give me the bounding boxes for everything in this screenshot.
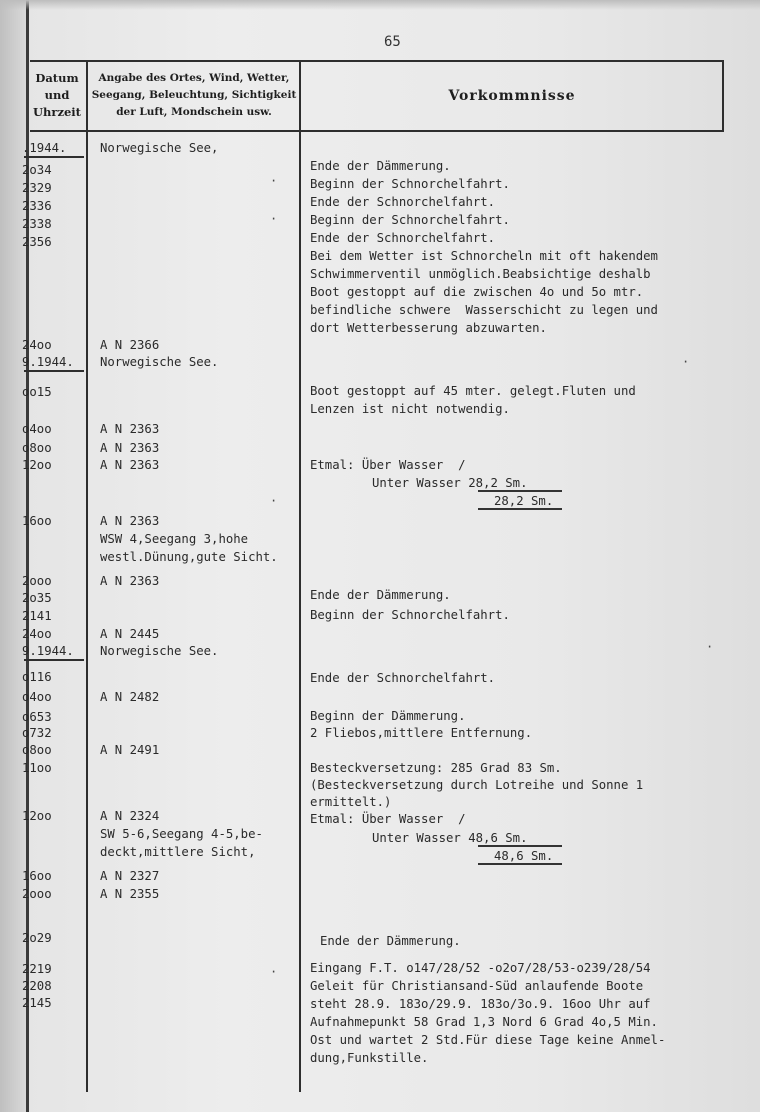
event-line: Ost und wartet 2 Std.Für diese Tage keine Anmel- [310, 1033, 666, 1047]
event-line: Lenzen ist nicht notwendig. [310, 402, 510, 416]
time-cell: 2ooo [22, 574, 52, 588]
time-cell: 24oo [22, 627, 52, 641]
location-cell: A N 2327 [100, 869, 160, 883]
date-underline [24, 370, 84, 372]
dot-mark: · [270, 965, 278, 979]
time-cell: o4oo [22, 422, 52, 436]
location-cell: Norwegische See. [100, 355, 219, 369]
time-cell: 2ooo [22, 887, 52, 901]
event-line: (Besteckversetzung durch Lotreihe und Sonne 1 [310, 778, 644, 792]
etmal-line: Etmal: Über Wasser / [310, 812, 466, 826]
event-line: Bei dem Wetter ist Schnorcheln mit oft hakendem [310, 249, 658, 263]
event-line: Ende der Dämmerung. [310, 588, 451, 602]
event-line: ermittelt.) [310, 795, 392, 809]
time-cell: 24oo [22, 338, 52, 352]
table-right-rule [722, 60, 724, 132]
weather-cell: WSW 4,Seegang 3,hohe [100, 532, 249, 546]
time-cell: oo15 [22, 385, 52, 399]
time-cell: 16oo [22, 869, 52, 883]
time-cell: o8oo [22, 441, 52, 455]
event-line: Ende der Dämmerung. [320, 934, 461, 948]
time-cell: o732 [22, 726, 52, 740]
event-line: Ende der Schnorchelfahrt. [310, 231, 496, 245]
page-number: 65 [384, 34, 401, 50]
weather-cell: westl.Dünung,gute Sicht. [100, 550, 278, 564]
etmal-total: 48,6 Sm. [494, 849, 554, 863]
dot-mark: · [682, 355, 690, 369]
time-cell: 2145 [22, 996, 52, 1010]
time-cell: 12oo [22, 809, 52, 823]
date-cell: .1944. [22, 141, 67, 155]
dot-mark: · [706, 640, 714, 654]
location-cell: A N 2366 [100, 338, 160, 352]
time-cell: 11oo [22, 761, 52, 775]
event-line: Besteckversetzung: 285 Grad 83 Sm. [310, 761, 562, 775]
time-cell: 2141 [22, 609, 52, 623]
location-cell: A N 2355 [100, 887, 160, 901]
date-cell: 9.1944. [22, 644, 74, 658]
location-cell: A N 2363 [100, 441, 160, 455]
event-line: Beginn der Schnorchelfahrt. [310, 608, 510, 622]
event-line: Beginn der Schnorchelfahrt. [310, 177, 510, 191]
location-cell: A N 2324 [100, 809, 160, 823]
time-cell: 2356 [22, 235, 52, 249]
event-line: dung,Funkstille. [310, 1051, 429, 1065]
header-bottom-rule [30, 130, 724, 132]
time-cell: 2208 [22, 979, 52, 993]
date-cell: 9.1944. [22, 355, 74, 369]
dot-mark: · [270, 174, 278, 188]
time-cell: 2336 [22, 199, 52, 213]
dot-mark: · [270, 212, 278, 226]
etmal-under-water: Unter Wasser 48,6 Sm. [372, 831, 528, 845]
event-line: befindliche schwere Wasserschicht zu legen und [310, 303, 658, 317]
event-line: Aufnahmepunkt 58 Grad 1,3 Nord 6 Grad 4o,5 Min. [310, 1015, 658, 1029]
time-cell: 2o29 [22, 931, 52, 945]
event-line: Ende der Schnorchelfahrt. [310, 671, 496, 685]
time-cell: 2219 [22, 962, 52, 976]
weather-cell: deckt,mittlere Sicht, [100, 845, 256, 859]
event-line: Beginn der Dämmerung. [310, 709, 466, 723]
table-top-rule [30, 60, 724, 62]
location-cell: A N 2363 [100, 514, 160, 528]
event-line: 2 Fliebos,mittlere Entfernung. [310, 726, 533, 740]
header-events: Vorkommnisse [448, 88, 576, 104]
time-cell: o4oo [22, 690, 52, 704]
etmal-total: 28,2 Sm. [494, 494, 554, 508]
location-cell: A N 2482 [100, 690, 160, 704]
time-cell: o8oo [22, 743, 52, 757]
page-shadow [0, 0, 760, 10]
time-cell: 16oo [22, 514, 52, 528]
time-cell: 2o34 [22, 163, 52, 177]
time-cell: 2329 [22, 181, 52, 195]
location-cell: Norwegische See, [100, 141, 219, 155]
event-line: Boot gestoppt auf 45 mter. gelegt.Fluten und [310, 384, 636, 398]
event-line: dort Wetterbesserung abzuwarten. [310, 321, 547, 335]
event-line: Ende der Schnorchelfahrt. [310, 195, 496, 209]
header-location: Angabe des Ortes, Wind, Wetter, Seegang, Beleuchtung, Sichtigkeit der Luft, Mondschein usw. [91, 72, 297, 118]
time-cell: o653 [22, 710, 52, 724]
time-cell: 2338 [22, 217, 52, 231]
etmal-under-water: Unter Wasser 28,2 Sm. [372, 476, 528, 490]
location-cell: A N 2363 [100, 574, 160, 588]
location-cell: A N 2363 [100, 422, 160, 436]
event-line: steht 28.9. 183o/29.9. 183o/3o.9. 16oo Uhr auf [310, 997, 651, 1011]
event-line: Eingang F.T. o147/28/52 -o2o7/28/53-o239/28/54 [310, 961, 651, 975]
sum-rule [478, 863, 562, 865]
time-cell: 12oo [22, 458, 52, 472]
location-cell: A N 2363 [100, 458, 160, 472]
location-cell: A N 2491 [100, 743, 160, 757]
column-divider-2 [299, 62, 301, 1092]
location-cell: Norwegische See. [100, 644, 219, 658]
sum-rule [478, 508, 562, 510]
column-divider-1 [86, 62, 88, 1092]
dot-mark: · [270, 494, 278, 508]
location-cell: A N 2445 [100, 627, 160, 641]
event-line: Ende der Dämmerung. [310, 159, 451, 173]
event-line: Geleit für Christiansand-Süd anlaufende Boote [310, 979, 644, 993]
date-underline [24, 156, 84, 158]
event-line: Beginn der Schnorchelfahrt. [310, 213, 510, 227]
date-underline [24, 659, 84, 661]
time-cell: 2o35 [22, 591, 52, 605]
header-date-time: Datum und Uhrzeit [33, 71, 81, 119]
event-line: Schwimmerventil unmöglich.Beabsichtige deshalb [310, 267, 651, 281]
time-cell: o116 [22, 670, 52, 684]
etmal-line: Etmal: Über Wasser / [310, 458, 466, 472]
event-line: Boot gestoppt auf die zwischen 4o und 5o mtr. [310, 285, 644, 299]
weather-cell: SW 5-6,Seegang 4-5,be- [100, 827, 263, 841]
